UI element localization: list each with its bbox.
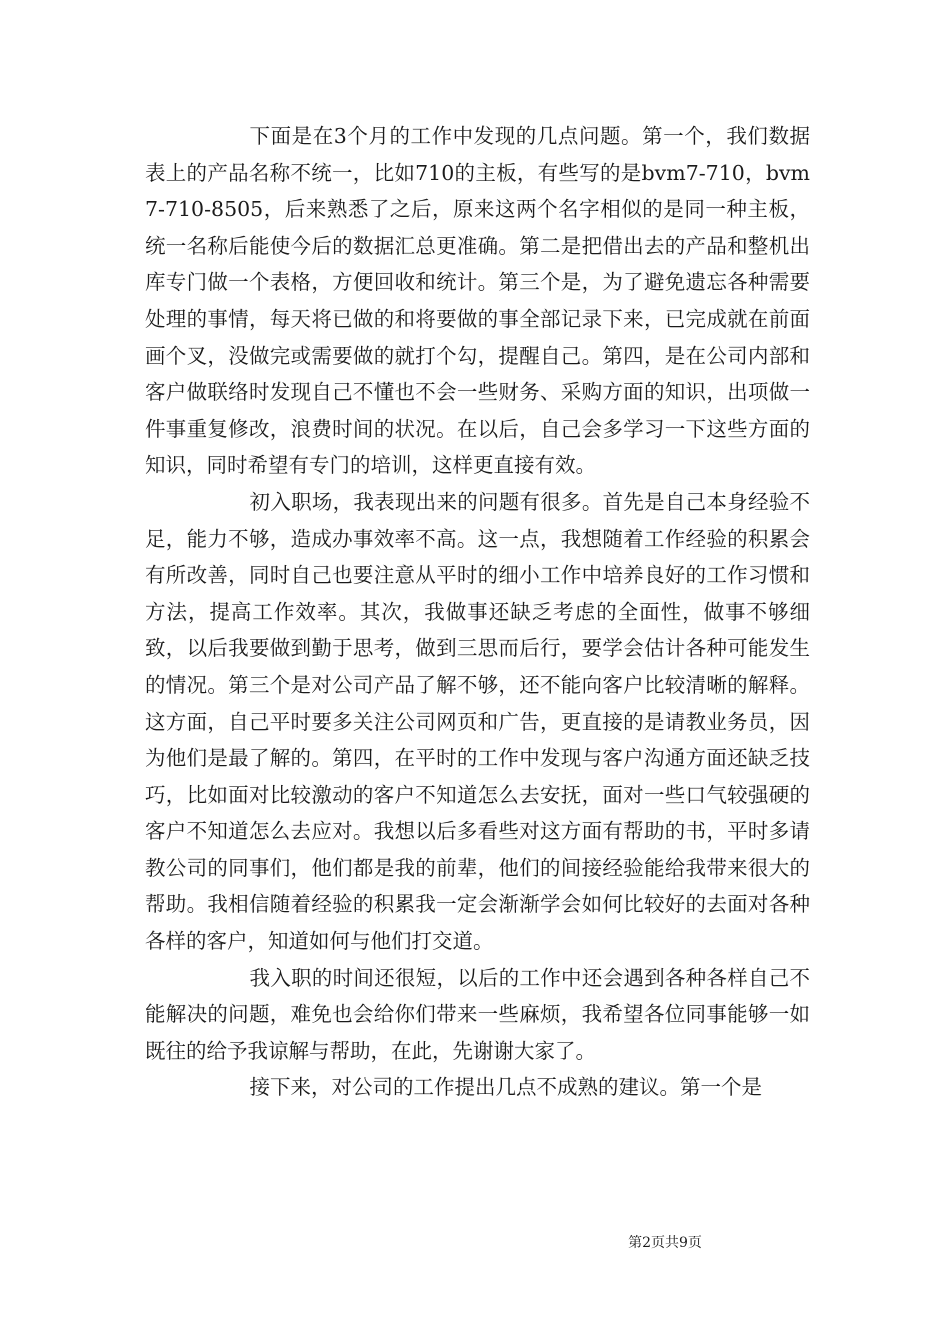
paragraph-problems: 下面是在3个月的工作中发现的几点问题。第一个，我们数据表上的产品名称不统一，比如710的主板，有些写的是bvm7-710，bvm7-710-8505，后来熟悉了之后，原来这两个名字相似的是同一种主板，统一名称后能使今后的数据汇总更准确。第二是把借出去的产品和整机出库专门做一个表格，方便回收和统计。第三个是，为了避免遗忘各种需要处理的事情，每天将已做的和将要做的事全部记录下来，已完成就在前面画个叉，没做完或需要做的就打个勾，提醒自己。第四，是在公司内部和客户做联络时发现自己不懂也不会一些财务、采购方面的知识，出项做一件事重复修改，浪费时间的状况。在以后，自己会多学习一下这些方面的知识，同时希望有专门的培训，这样更直接有效。 [145, 124, 810, 478]
document-body [145, 118, 810, 1106]
paragraph-self-assessment: 初入职场，我表现出来的问题有很多。首先是自己本身经验不足，能力不够，造成办事效率不高。这一点，我想随着工作经验的积累会有所改善，同时自己也要注意从平时的细小工作中培养良好的工作习惯和方法，提高工作效率。其次，我做事还缺乏考虑的全面性，做事不够细致，以后我要做到勤于思考，做到三思而后行，要学会估计各种可能发生的情况。第三个是对公司产品了解不够，还不能向客户比较清晰的解释。这方面，自己平时要多关注公司网页和广告，更直接的是请教业务员，因为他们是最了解的。第四，在平时的工作中发现与客户沟通方面还缺乏技巧，比如面对比较激动的客户不知道怎么去安抚，面对一些口气较强硬的客户不知道怎么去应对。我想以后多看些对这方面有帮助的书，平时多请教公司的同事们，他们都是我的前辈，他们的间接经验能给我带来很大的帮助。我相信随着经验的积累我一定会渐渐学会如何比较好的去面对各种各样的客户，知道如何与他们打交道。 [145, 489, 810, 954]
page-number-footer: 第2页共9页 [628, 1235, 702, 1251]
paragraph-thanks: 我入职的时间还很短，以后的工作中还会遇到各种各样自己不能解决的问题，难免也会给你们带来一些麻烦，我希望各位同事能够一如既往的给予我谅解与帮助，在此，先谢谢大家了。 [145, 965, 810, 1063]
paragraph-suggestions: 接下来，对公司的工作提出几点不成熟的建议。第一个是 [249, 1075, 763, 1100]
